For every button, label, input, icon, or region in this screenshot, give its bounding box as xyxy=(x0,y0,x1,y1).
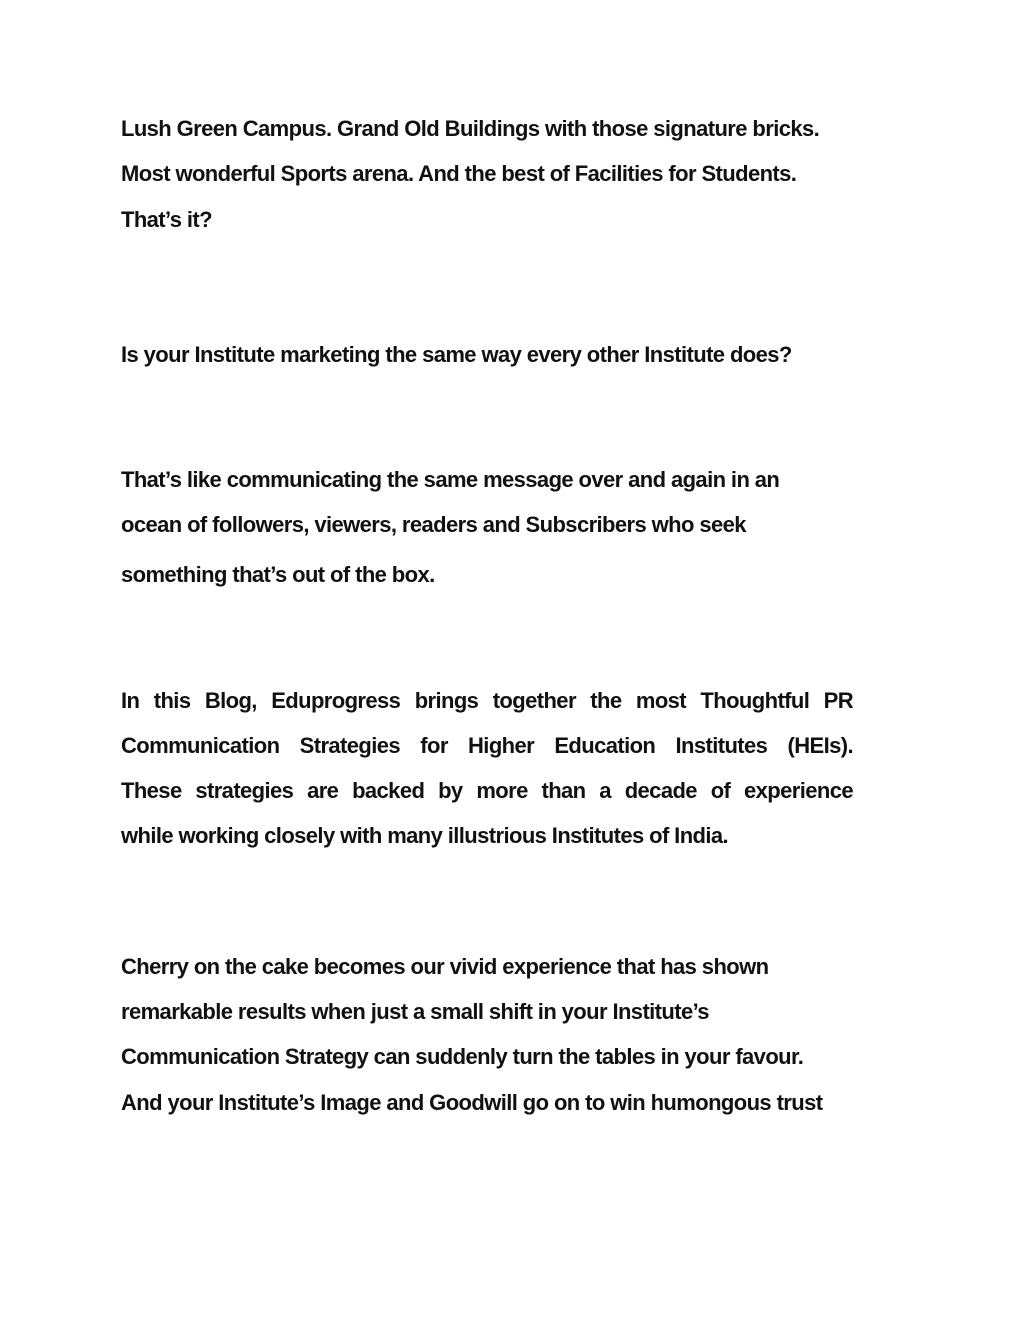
text-line: Is your Institute marketing the same way every other Institute does? xyxy=(121,342,792,367)
text-line: Communication Strategies for Higher Education Institutes (HEIs). xyxy=(121,733,853,758)
text-line: ocean of followers, viewers, readers and Subscribers who seek xyxy=(121,512,746,537)
text-line: That’s like communicating the same message over and again in an xyxy=(121,467,780,492)
text-line: remarkable results when just a small shift in your Institute’s xyxy=(121,999,709,1024)
text-line: something that’s out of the box. xyxy=(121,562,435,587)
text-line: while working closely with many illustrious Institutes of India. xyxy=(121,823,729,848)
text-line: Cherry on the cake becomes our vivid experience that has shown xyxy=(121,954,769,979)
text-line: That’s it? xyxy=(121,207,212,232)
text-line: Most wonderful Sports arena. And the best of Facilities for Students. xyxy=(121,161,797,186)
text-line: Communication Strategy can suddenly turn the tables in your favour. xyxy=(121,1044,804,1069)
text-line: These strategies are backed by more than a decade of experience xyxy=(121,778,853,803)
text-line: Lush Green Campus. Grand Old Buildings with those signature bricks. xyxy=(121,116,820,141)
text-line: In this Blog, Eduprogress brings together the most Thoughtful PR xyxy=(121,688,853,713)
text-line: And your Institute’s Image and Goodwill go on to win humongous trust xyxy=(121,1090,823,1115)
